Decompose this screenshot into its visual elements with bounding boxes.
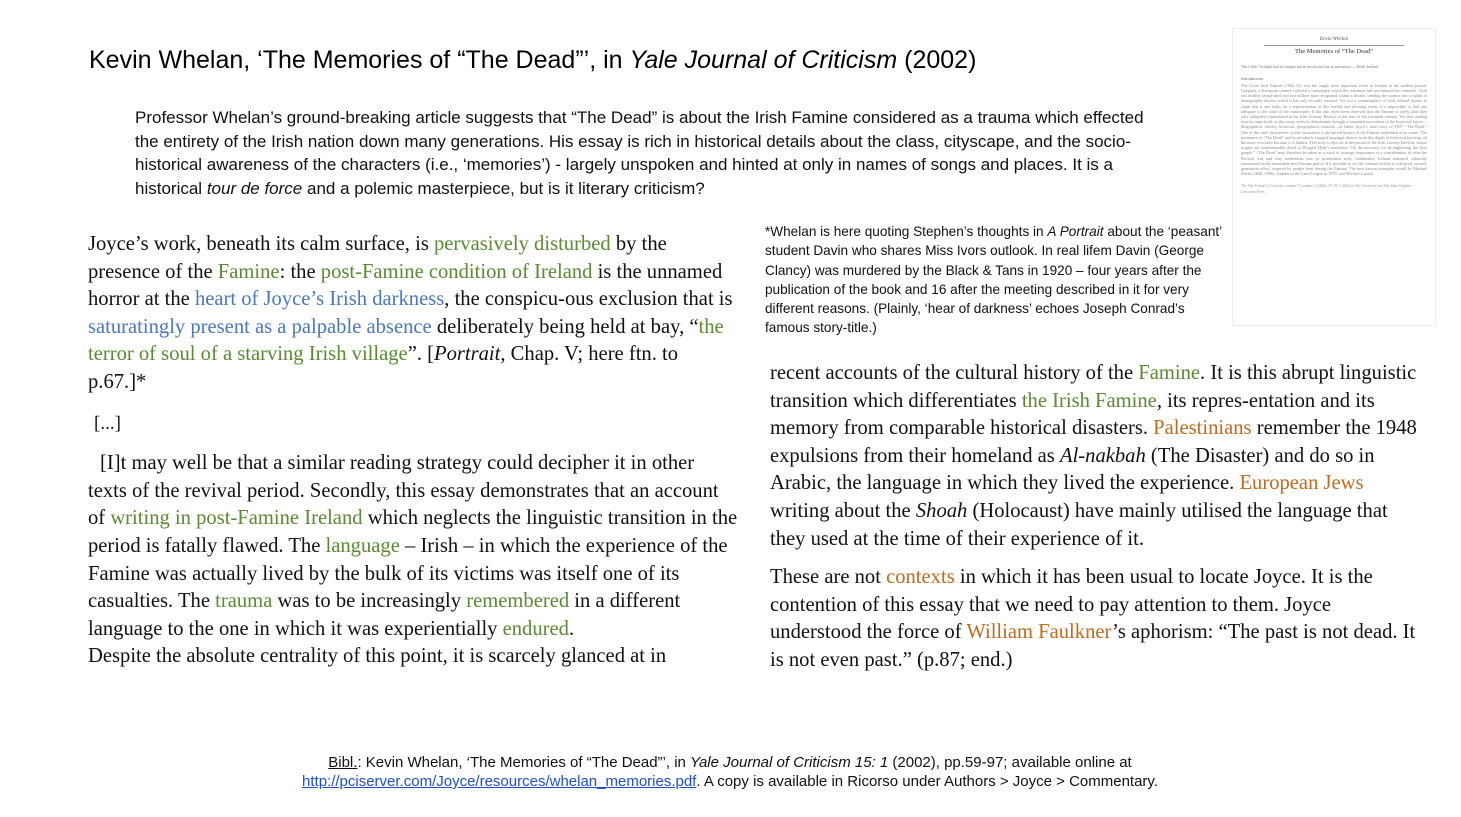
- highlight-green: language: [325, 534, 400, 557]
- thumbnail-title: The Memories of “The Dead”: [1295, 48, 1373, 56]
- quote-text: writing about the: [770, 499, 916, 522]
- highlight-green: post-Famine condition of Ireland: [320, 260, 593, 283]
- highlight-orange: William Faulkner: [966, 621, 1113, 644]
- quote-text: – Irish – in which the experience of the Famine was actually lived by the bulk of its victims was itself one of its casualties. The: [88, 534, 728, 613]
- quote-text: deliberately being held at bay, “: [431, 315, 699, 338]
- quote-text: , its repres-entation and its memory from comparable historical disasters.: [770, 389, 1375, 440]
- highlight-green: the Irish Famine: [1021, 389, 1157, 412]
- intro-paragraph: [135, 106, 1155, 200]
- highlight-blue: saturatingly present as a palpable absence: [88, 315, 432, 338]
- quote-paragraph-3: Despite the absolute centrality of this point, it is scarcely glanced at in: [88, 645, 667, 668]
- ellipsis: [...]: [94, 412, 121, 434]
- title-year: (2002): [897, 46, 977, 74]
- quote-text: (The Disaster) and do so in Arabic, the language in which they lived the experience.: [770, 444, 1375, 495]
- highlight-green: trauma: [215, 590, 273, 613]
- quote-column-left: [88, 231, 738, 671]
- bibl-text: : Kevin Whelan, ‘The Memories of “The Dead”’, in: [357, 754, 691, 771]
- quote-text: was to be increasingly: [272, 590, 467, 613]
- portrait-italic: Portrait: [433, 343, 501, 366]
- highlight-green: endured: [502, 617, 569, 640]
- footnote-text: *Whelan is here quoting Stephen’s thoughts in: [765, 224, 1048, 239]
- highlight-green: the terror of soul of a starving Irish village: [88, 315, 724, 366]
- bibliography: [200, 753, 1260, 791]
- quote-text: by the presence of the: [88, 233, 667, 283]
- intro-italic: tour de force: [206, 178, 303, 198]
- quote-text: (Holocaust) have mainly utilised the language that they used at the time of their experience of it.: [770, 499, 1388, 550]
- intro-text-2: and a polemic masterpiece, but is it literary criticism?: [302, 178, 705, 198]
- highlight-orange: European Jews: [1239, 472, 1364, 495]
- thumbnail-epigraph: The Celtic Twilight had its origins not in mysticism but in starvation. —Denis Ireland: [1241, 64, 1379, 70]
- footnote-italic: A Portrait: [1047, 224, 1104, 239]
- highlight-green: remembered: [466, 590, 570, 613]
- quote-text: , the conspicu-ous exclusion that is: [444, 288, 733, 311]
- quote-text: which neglects the linguistic transition in the period is fatally flawed. The: [88, 507, 738, 557]
- bibl-label: Bibl.: [328, 754, 358, 771]
- thumbnail-author: Kevin Whelan: [1319, 37, 1349, 42]
- quote-text: .: [568, 617, 575, 640]
- shoah-italic: Shoah: [915, 499, 968, 522]
- quote-text: Joyce’s work, beneath its calm surface, is: [88, 233, 434, 255]
- quote-text: These are not: [770, 566, 887, 589]
- quote-column-right: [770, 360, 1420, 675]
- thumbnail-body: The Great Irish Famine (1845–52) was the single most important event in Ireland in the modern period. Uniquely, a European country suffered a catastrophe which the continent had not endured for centuries. Over one million people died and two million more emigrated within a decade, sending the country into a spiral of demographic decline which it has only recently arrested. Yet it is a commonplace of Irish cultural history to claim that if one looks for a representation of this terrible and defining event, it is impossible to find one adequate to the scale of the catastrophe. It has also often been observed that the Famine is rarely (and then only obliquely) represented in the Irish Literary Revival at the turn of the twentieth century. Yet, this reading may be superficial, as this essay seeks to demonstrate through a sustained excavation of the historical layers—biographical, literary, historical, geographical, musical—of James Joyce’s short story of 1907, “The Dead.” One of the chief discoveries of this excavation is the buried history of the Famine embedded at its center. The resonance of “The Dead” and its peculiarly charged language derives from this depth of historical layering, all the more evocative because it is hidden. This story is also set in the period of the Irish Literary Revival, whose origins are conventionally dated to Douglas Hyde’s manifesto “On the necessity for de-anglicising the Irish people.” “The Dead” may therefore be taken as a work of strategic importance in a consideration of what the Revival was and why modernism was its preeminent style. Indubitably, Ireland remained culturally traumatised in the immediate post-Famine period. It is possible to see the cultural revival as a delayed, second-generation effect, inspired by people born during the Famine. The best known examples would be Michael Davitt (1846–1906), founder of the Land League in 1879, and Michael Cusack.: [1241, 82, 1427, 177]
- slide-title: [89, 46, 1209, 75]
- quote-text: is the unnamed horror at the: [88, 260, 723, 311]
- quote-text: in which it has been usual to locate Joyce. It is the contention of this essay that we need to pay attention to them. Joyce understood the force of: [770, 566, 1373, 644]
- title-main: Kevin Whelan, ‘The Memories of “The Dead”’, in: [89, 46, 630, 74]
- quote-text: remember the 1948 expulsions from their homeland as: [770, 417, 1417, 467]
- title-journal: Yale Journal of Criticism: [629, 46, 898, 74]
- bibl-text: (2002), pp.59-97; available online at: [888, 754, 1132, 771]
- article-page-thumbnail: [1232, 28, 1436, 326]
- thumbnail-footer: The Yale Journal of Criticism, volume 15, number 1 (2002): 59–97 © 2002 by Yale University and The Johns Hopkins University Press: [1241, 184, 1412, 194]
- highlight-blue: heart of Joyce’s Irish darkness: [194, 288, 445, 311]
- bibl-journal: Yale Journal of Criticism 15: 1: [690, 754, 889, 771]
- highlight-green: Famine: [217, 260, 280, 283]
- quote-text: [I]t may well be that a similar reading strategy could decipher it in other texts of the revival period. Secondly, this essay demonstrates that an account of: [88, 452, 719, 530]
- highlight-green: pervasively disturbed: [433, 233, 611, 255]
- quote-text: recent accounts of the cultural history of the: [770, 362, 1139, 384]
- bibl-text: . A copy is available in Ricorso under Authors > Joyce > Commentary.: [696, 773, 1158, 790]
- bibl-link[interactable]: http://pciserver.com/Joyce/resources/whelan_memories.pdf: [302, 773, 697, 790]
- quote-text: ”. [: [407, 343, 434, 366]
- highlight-orange: Palestinians: [1153, 417, 1252, 440]
- intro-text-1: Professor Whelan’s ground-breaking article suggests that “The Dead” is about the Irish Famine considered as a trauma which effected the entirety of the Irish nation down many generations. His essay is rich in historical details about the class, cityscape, and the socio-historical awareness of the characters (i.e., ‘memories’) - largely unspoken and hinted at only in names of songs and places. It is a historical: [135, 108, 1144, 198]
- quote-text: ’s aphorism: “The past is not dead. It is not even past.” (p.87; end.): [770, 621, 1416, 671]
- highlight-green: writing in post-Famine Ireland: [110, 507, 363, 530]
- thumbnail-rule: [1264, 45, 1404, 46]
- highlight-orange: contexts: [886, 566, 955, 589]
- quote-text: , Chap. V; here ftn. to p.67.]*: [88, 343, 679, 393]
- highlight-green: Famine: [1138, 362, 1201, 384]
- quote-paragraph-1: [88, 231, 738, 397]
- thumbnail-section: Introduction: [1241, 75, 1264, 81]
- footnote: [765, 222, 1227, 338]
- quote-text: : the: [279, 260, 321, 283]
- nakbah-italic: Al-nakbah: [1059, 444, 1146, 467]
- quote-paragraph-5: [770, 564, 1420, 674]
- quote-paragraph-4: [770, 360, 1420, 553]
- quote-paragraph-2: [88, 450, 738, 643]
- footnote-text: about the ‘peasant’ student Davin who shares Miss Ivors outlook. In real lifem Davin (George Clancy) was murdered by the Black & Tans in 1920 – four years after the publication of the book and 16 after the meeting described in it for very different reasons. (Plainly, ‘hear of darkness’ echoes Joseph Conrad’s famous story-title.): [765, 224, 1222, 336]
- quote-text: . It is this abrupt linguistic transition which differentiates: [770, 362, 1417, 412]
- quote-text: in a different language to the one in which it was experientially: [88, 590, 681, 640]
